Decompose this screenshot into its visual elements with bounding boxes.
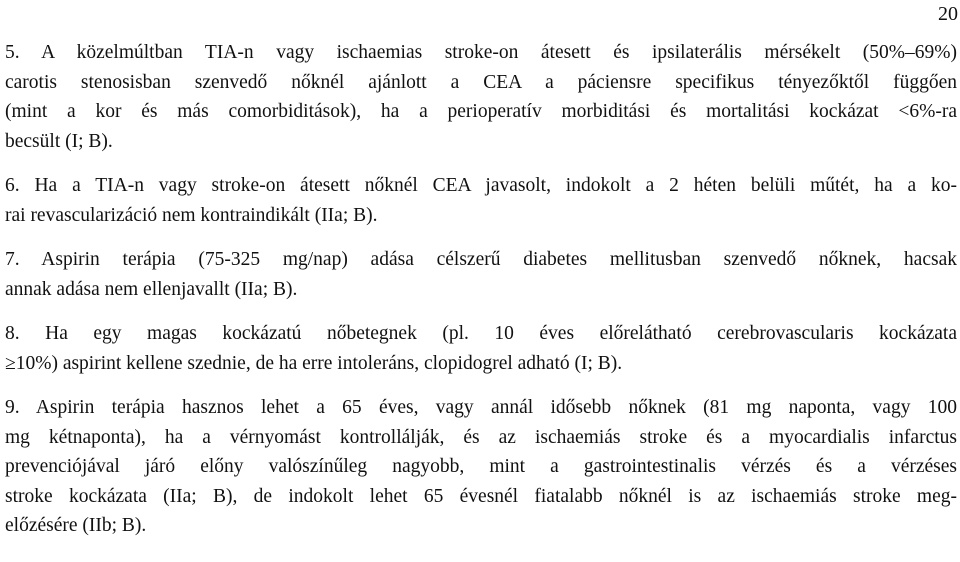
text-line: 8. Ha egy magas kockázatú nőbetegnek (pl. 10 éves előrelátható cerebrovascularis kockázata (5, 323, 957, 344)
text-line: előzésére (IIb; B). (5, 515, 147, 536)
page-number: 20 (938, 3, 958, 25)
text-line: (mint a kor és más comorbiditások), ha a perioperatív morbiditási és mortalitási kockázat <6%-ra (5, 101, 957, 122)
document-body (5, 38, 957, 556)
paragraph-7 (5, 245, 957, 304)
paragraph-6 (5, 171, 957, 230)
paragraph-9 (5, 393, 957, 541)
text-line: 6. Ha a TIA-n vagy stroke-on átesett nőknél CEA javasolt, indokolt a 2 héten belüli műtét, ha a ko- (5, 175, 957, 196)
text-line: prevenciójával járó előny valószínűleg nagyobb, mint a gastrointestinalis vérzés és a vérzéses (5, 456, 957, 477)
text-line: 7. Aspirin terápia (75-325 mg/nap) adása célszerű diabetes mellitusban szenvedő nőknek, hacsak (5, 249, 957, 270)
paragraph-8 (5, 319, 957, 378)
text-line: rai revascularizáció nem kontraindikált (IIa; B). (5, 204, 378, 226)
text-line: 9. Aspirin terápia hasznos lehet a 65 éves, vagy annál idősebb nőknek (81 mg naponta, vagy 100 (5, 397, 957, 418)
text-line: annak adása nem ellenjavallt (IIa; B). (5, 278, 298, 300)
text-line: mg kétnaponta), ha a vérnyomást kontrollálják, és az ischaemiás stroke és a myocardialis infarctus (5, 426, 957, 448)
text-line: 5. A közelmúltban TIA-n vagy ischaemias stroke-on átesett és ipsilaterális mérsékelt (50%–69%) (5, 42, 957, 63)
text-line: stroke kockázata (IIa; B), de indokolt lehet 65 évesnél fiatalabb nőknél is az ischaemiás stroke meg- (5, 485, 957, 507)
paragraph-5 (5, 38, 957, 156)
text-line: carotis stenosisban szenvedő nőknél ajánlott a CEA a páciensre specifikus tényezőktől függően (5, 71, 957, 93)
text-line: ≥10%) aspirint kellene szednie, de ha erre intoleráns, clopidogrel adható (I; B). (5, 352, 623, 374)
text-line: becsült (I; B). (5, 130, 113, 152)
